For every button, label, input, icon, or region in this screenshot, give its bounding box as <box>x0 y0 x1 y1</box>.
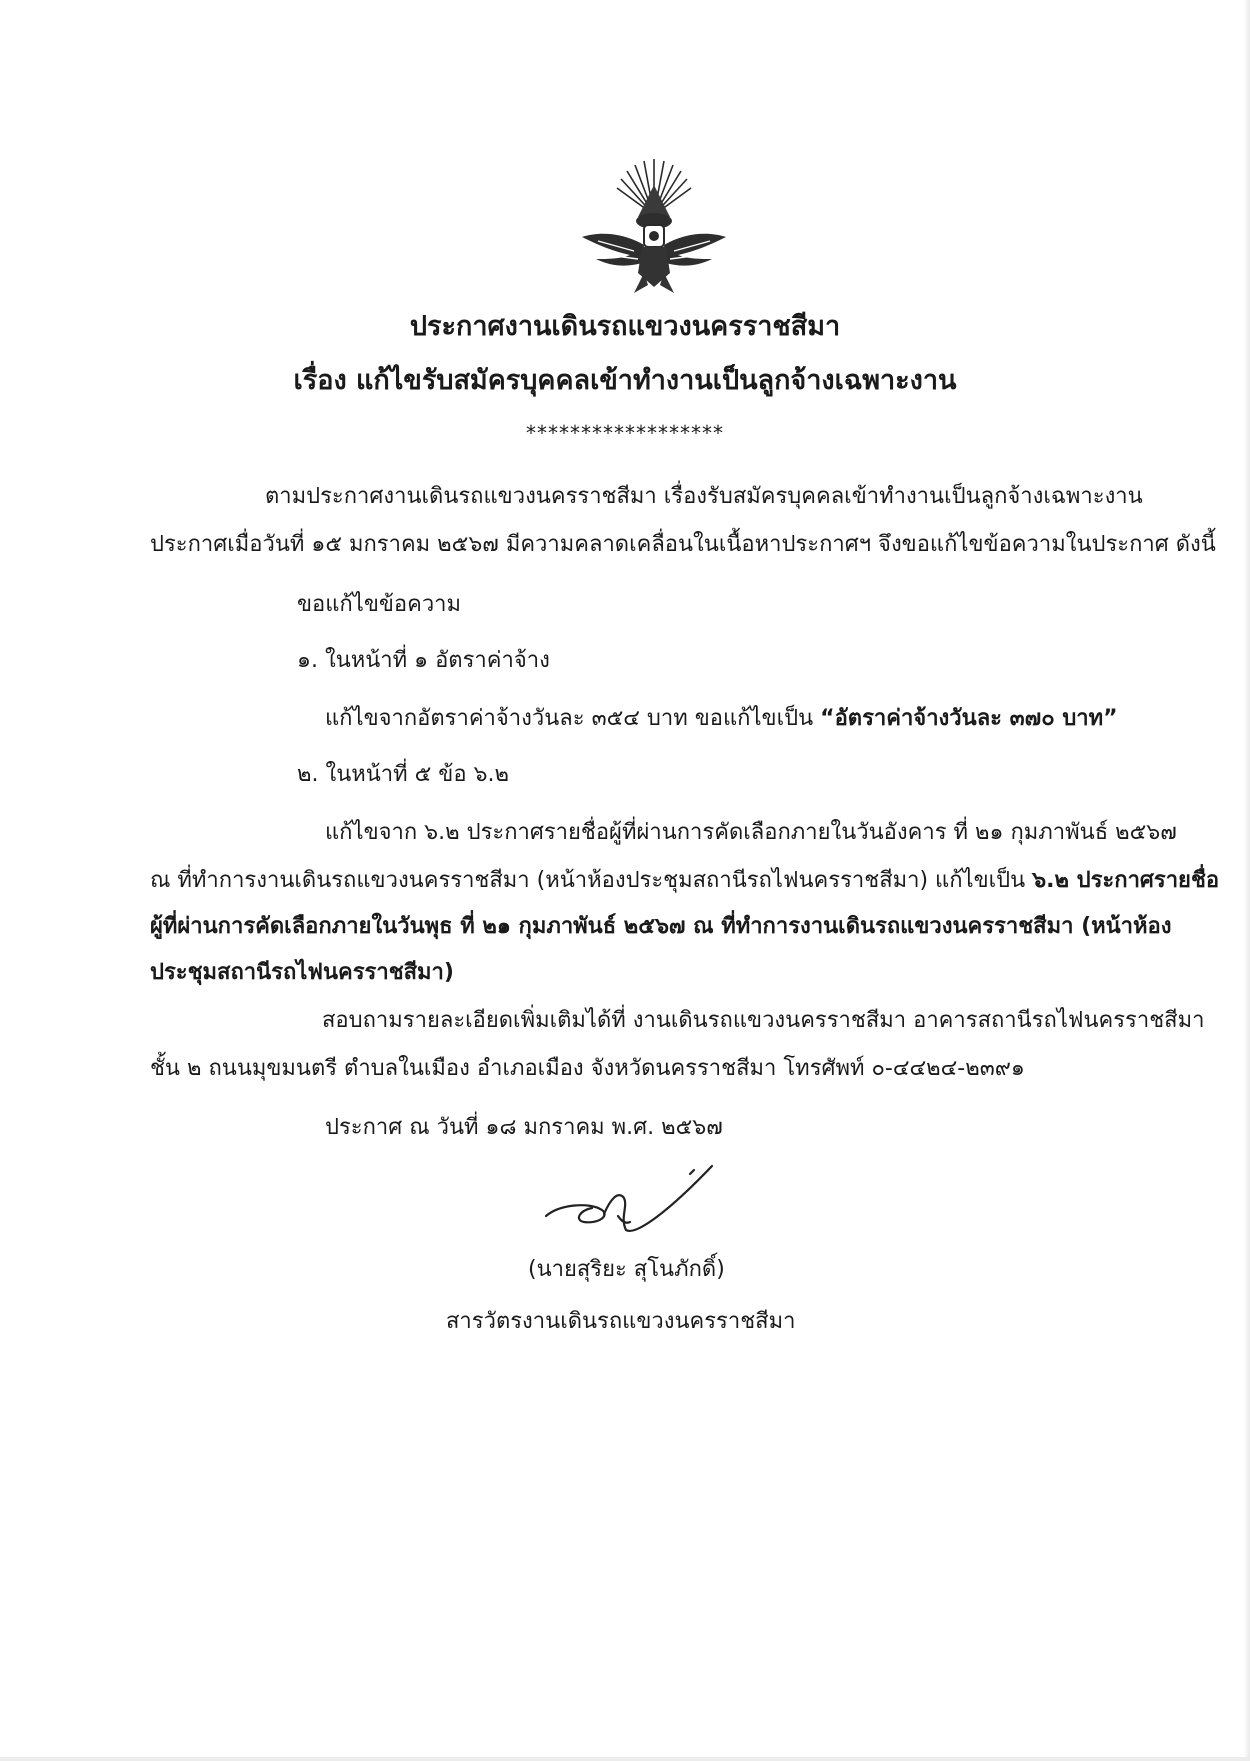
correction-item-2-line-3: ผู้ที่ผ่านการคัดเลือกภายในวันพุธ ที่ ๒๑ กุมภาพันธ์ ๒๕๖๗ ณ ที่ทำการงานเดินรถแขวงนครราชสีมา (หน้าห้อง <box>150 914 1172 939</box>
page-edge-shadow <box>1244 0 1250 1761</box>
announcement-subject: เรื่อง แก้ไขรับสมัครบุคคลเข้าทำงานเป็นลูกจ้างเฉพาะงาน <box>293 365 957 396</box>
signer-title: สารวัตรงานเดินรถแขวงนครราชสีมา <box>446 1309 796 1334</box>
title-separator: ****************** <box>526 421 724 445</box>
correction-item-2-heading: ๒. ในหน้าที่ ๕ ข้อ ๖.๒ <box>297 762 510 787</box>
announcement-date: ประกาศ ณ วันที่ ๑๘ มกราคม พ.ศ. ๒๕๖๗ <box>325 1115 723 1140</box>
corrections-heading: ขอแก้ไขข้อความ <box>297 592 462 617</box>
item-2-line-2-bold: ๖.๒ ประกาศรายชื่อ <box>1032 868 1220 893</box>
announcement-title: ประกาศงานเดินรถแขวงนครราชสีมา <box>409 311 841 342</box>
signature-mark <box>540 1160 750 1240</box>
garuda-emblem-icon <box>578 155 730 295</box>
intro-paragraph-line-1: ตามประกาศงานเดินรถแขวงนครราชสีมา เรื่องรับสมัครบุคคลเข้าทำงานเป็นลูกจ้างเฉพาะงาน <box>265 484 1143 509</box>
correction-item-1-heading: ๑. ในหน้าที่ ๑ อัตราค่าจ้าง <box>297 648 550 673</box>
item-1-text-bold: “อัตราค่าจ้างวันละ ๓๗๐ บาท” <box>820 706 1118 731</box>
correction-item-2-line-4: ประชุมสถานีรถไฟนครราชสีมา) <box>150 960 454 985</box>
intro-paragraph-line-2: ประกาศเมื่อวันที่ ๑๕ มกราคม ๒๕๖๗ มีความคลาดเคลื่อนในเนื้อหาประกาศฯ จึงขอแก้ไขข้อความในประกาศ ดังนี้ <box>150 532 1216 557</box>
signer-name: (นายสุริยะ สุโนภักดิ์) <box>528 1257 725 1282</box>
contact-line-2: ชั้น ๒ ถนนมุขมนตรี ตำบลในเมือง อำเภอเมือง จังหวัดนครราชสีมา โทรศัพท์ ๐-๔๔๒๔-๒๓๙๑ <box>150 1056 1025 1081</box>
contact-line-1: สอบถามรายละเอียดเพิ่มเติมได้ที่ งานเดินรถแขวงนครราชสีมา อาคารสถานีรถไฟนครราชสีมา <box>322 1008 1205 1033</box>
item-2-line-2-normal: ณ ที่ทำการงานเดินรถแขวงนครราชสีมา (หน้าห้องประชุมสถานีรถไฟนครราชสีมา) แก้ไขเป็น <box>150 868 1033 893</box>
page-bottom-shadow <box>0 1757 1250 1761</box>
correction-item-2-line-1: แก้ไขจาก ๖.๒ ประกาศรายชื่อผู้ที่ผ่านการคัดเลือกภายในวันอังคาร ที่ ๒๑ กุมภาพันธ์ ๒๕๖๗ <box>325 820 1177 845</box>
correction-item-2-line-2 <box>150 866 1219 896</box>
correction-item-1-text <box>325 704 1118 734</box>
item-1-text-normal: แก้ไขจากอัตราค่าจ้างวันละ ๓๕๔ บาท ขอแก้ไขเป็น <box>325 706 821 731</box>
